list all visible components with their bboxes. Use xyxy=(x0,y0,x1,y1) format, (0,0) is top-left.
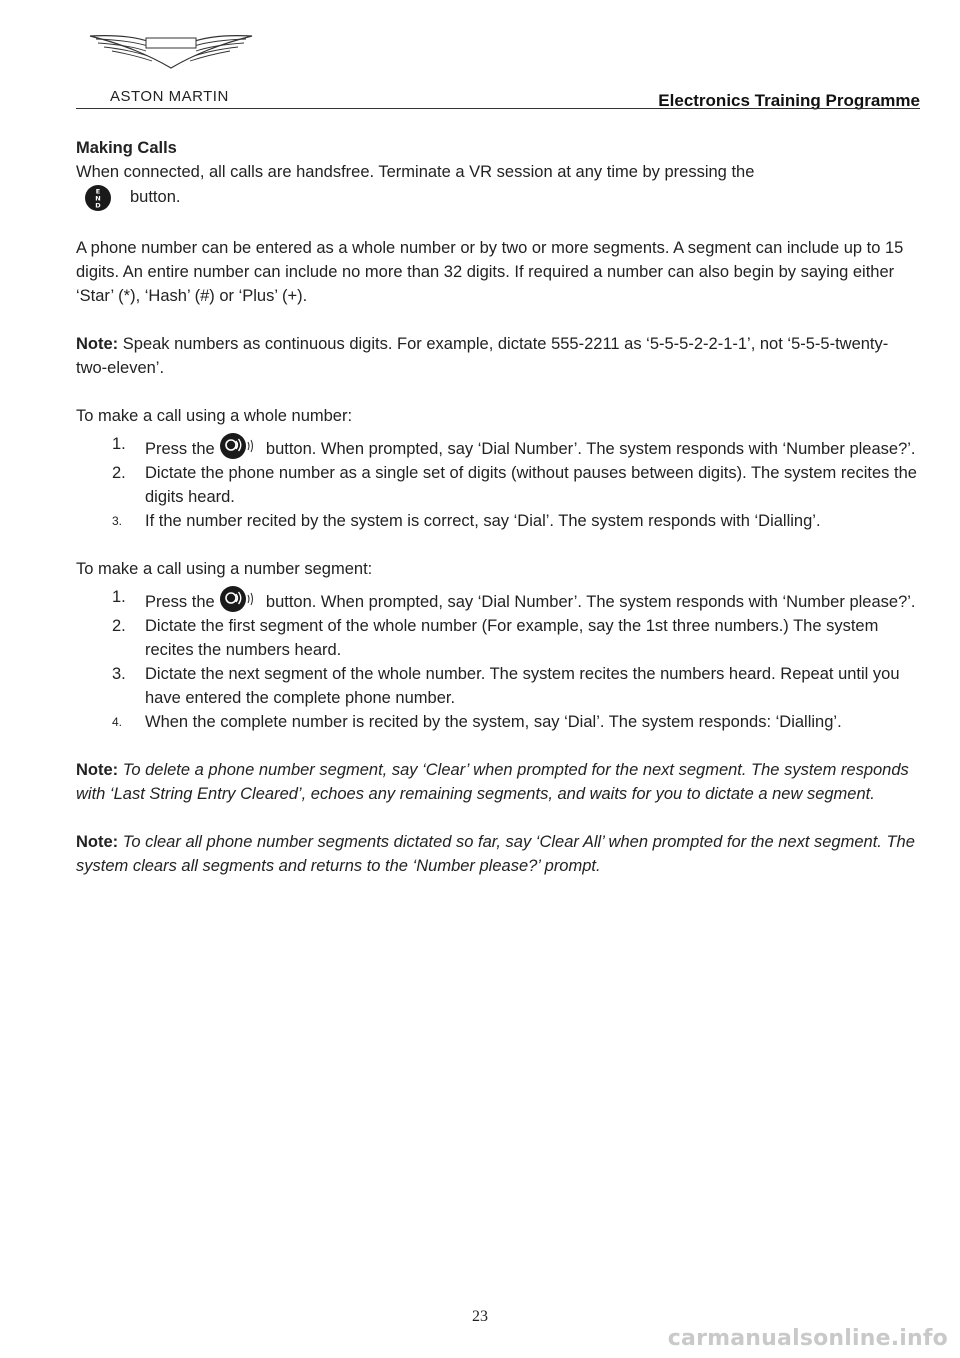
step-text: Dictate the next segment of the whole number. The system recites the numbers heard. Repeat until you have entered the complete phone number. xyxy=(145,665,900,707)
whole-number-intro: To make a call using a whole number: xyxy=(76,407,353,425)
number-segment-intro: To make a call using a number segment: xyxy=(76,560,373,578)
step-text: Dictate the first segment of the whole number (For example, say the 1st three numbers.) The system recites the numbers heard. xyxy=(145,617,879,659)
step-text: When the complete number is recited by the system, say ‘Dial’. The system responds: ‘Dialling’. xyxy=(145,713,842,731)
step-number: 2. xyxy=(112,617,126,635)
note-label: Note: xyxy=(76,833,119,851)
whole-number-steps xyxy=(76,432,918,533)
step-number: 3. xyxy=(112,514,123,528)
step-text: button. When prompted, say ‘Dial Number’. The system responds with ‘Number please?’. xyxy=(265,593,916,611)
svg-text:D: D xyxy=(95,201,101,210)
list-item xyxy=(76,509,918,533)
note-label: Note: xyxy=(76,335,119,353)
brand-wordmark: ASTON MARTIN xyxy=(110,88,229,105)
note-continuous-digits xyxy=(76,332,918,380)
intro-text-end: button. xyxy=(130,188,181,206)
step-number: 2. xyxy=(112,464,126,482)
step-text: Press the xyxy=(145,593,215,611)
step-text: Dictate the phone number as a single set of digits (without pauses between digits). The system recites the digits heard. xyxy=(145,464,917,506)
voice-command-button-icon xyxy=(219,432,261,460)
note-delete-segment xyxy=(76,758,918,806)
list-item xyxy=(76,662,918,710)
list-item xyxy=(76,461,918,509)
number-segment-steps xyxy=(76,585,918,734)
intro-paragraph xyxy=(76,160,918,212)
intro-text: When connected, all calls are handsfree. Terminate a VR session at any time by pressing the xyxy=(76,163,755,181)
step-text: button. When prompted, say ‘Dial Number’. The system responds with ‘Number please?’. xyxy=(265,440,916,458)
step-number: 4. xyxy=(112,715,123,729)
step-text: Press the xyxy=(145,440,215,458)
watermark: carmanualsonline.info xyxy=(667,1326,948,1351)
header-rule xyxy=(76,108,920,109)
document-body xyxy=(76,136,918,878)
page-number: 23 xyxy=(472,1308,488,1325)
aston-martin-wings-logo xyxy=(88,28,254,72)
section-heading: Making Calls xyxy=(76,139,177,157)
list-item xyxy=(76,432,918,461)
segment-rules-paragraph: A phone number can be entered as a whole number or by two or more segments. A segment can include up to 15 digits. An entire number can include no more than 32 digits. If required a number can also begin by saying either ‘Star’ (*), ‘Hash’ (#) or ‘Plus’ (+). xyxy=(76,239,904,305)
list-item xyxy=(76,614,918,662)
note-label: Note: xyxy=(76,761,119,779)
voice-command-button-icon xyxy=(219,585,261,613)
step-number: 1. xyxy=(112,588,126,606)
note-text: Speak numbers as continuous digits. For example, dictate 555-2211 as ‘5-5-5-2-2-1-1’, not ‘5-5-5-twenty-two-eleven’. xyxy=(76,335,889,377)
svg-text:E: E xyxy=(95,187,101,196)
list-item xyxy=(76,585,918,614)
step-number: 3. xyxy=(112,665,126,683)
step-text: If the number recited by the system is correct, say ‘Dial’. The system responds with ‘Dialling’. xyxy=(145,512,821,530)
note-text: To delete a phone number segment, say ‘Clear’ when prompted for the next segment. The system responds with ‘Last String Entry Cleared’, echoes any remaining segments, and waits for you to dictate a new segment. xyxy=(76,761,909,803)
step-number: 1. xyxy=(112,435,126,453)
end-call-button-icon xyxy=(84,184,112,212)
svg-text:N: N xyxy=(95,194,101,203)
note-clear-all xyxy=(76,830,918,878)
header-title: Electronics Training Programme xyxy=(658,91,920,110)
list-item xyxy=(76,710,918,734)
note-text: To clear all phone number segments dictated so far, say ‘Clear All’ when prompted for the next segment. The system clears all segments and returns to the ‘Number please?’ prompt. xyxy=(76,833,915,875)
